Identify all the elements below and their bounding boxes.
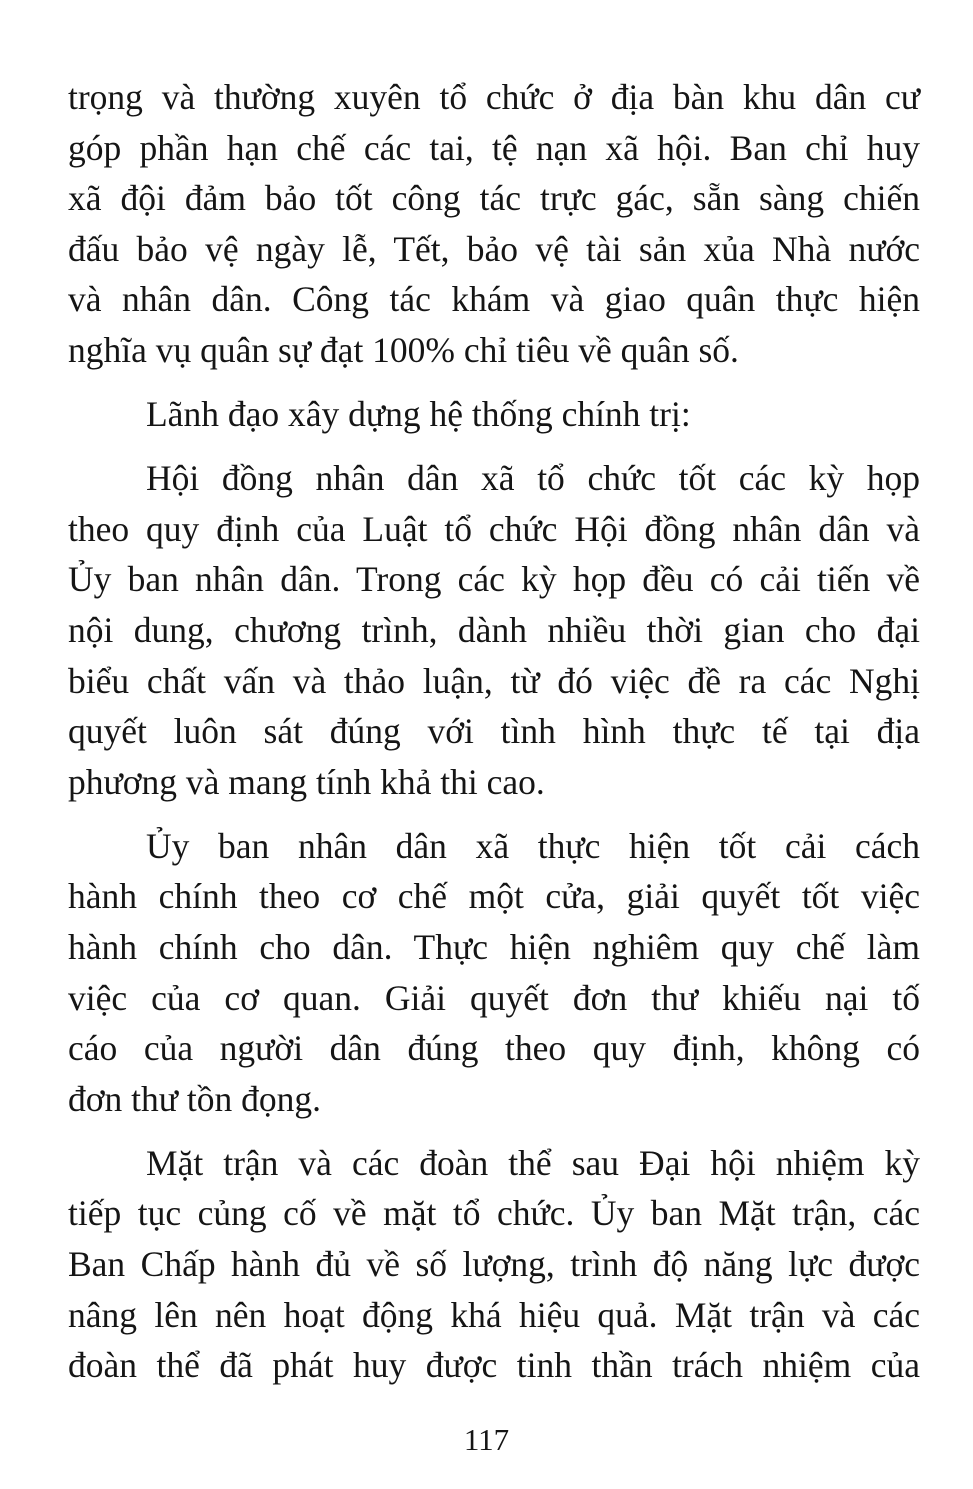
text-line: Ban Chấp hành đủ về số lượng, trình độ năng lực được bbox=[68, 1244, 920, 1285]
text-line: việc của cơ quan. Giải quyết đơn thư khiếu nại tố bbox=[68, 977, 920, 1018]
paragraph-gap bbox=[68, 376, 920, 390]
paragraph bbox=[68, 72, 920, 376]
text-line: đấu bảo vệ ngày lễ, Tết, bảo vệ tài sản xủa Nhà nước bbox=[68, 228, 920, 269]
text-line: trọng và thường xuyên tổ chức ở địa bàn khu dân cư bbox=[68, 77, 920, 117]
text-line: góp phần hạn chế các tai, tệ nạn xã hội. Ban chỉ huy bbox=[68, 127, 920, 168]
text-line: hành chính theo cơ chế một cửa, giải quyết tốt việc bbox=[68, 876, 920, 917]
text-line: xã đội đảm bảo tốt công tác trực gác, sẵn sàng chiến bbox=[68, 178, 920, 219]
text-line: Ủy ban nhân dân. Trong các kỳ họp đều có cải tiến về bbox=[68, 559, 920, 600]
text-line: nghĩa vụ quân sự đạt 100% chỉ tiêu về quân số. bbox=[68, 329, 739, 370]
paragraph-gap bbox=[68, 440, 920, 454]
text-line: Ủy ban nhân dân xã thực hiện tốt cải cách bbox=[146, 825, 920, 866]
text-line: phương và mang tính khả thi cao. bbox=[68, 761, 545, 802]
page-number: 117 bbox=[463, 1422, 510, 1457]
paragraph bbox=[68, 1138, 920, 1391]
text-line: Lãnh đạo xây dựng hệ thống chính trị: bbox=[146, 394, 691, 435]
text-line: biểu chất vấn và thảo luận, từ đó việc đề ra các Nghị bbox=[68, 660, 920, 701]
text-line: quyết luôn sát đúng với tình hình thực tế tại địa bbox=[68, 711, 920, 752]
text-line: hành chính cho dân. Thực hiện nghiêm quy chế làm bbox=[68, 927, 920, 967]
text-line: và nhân dân. Công tác khám và giao quân thực hiện bbox=[68, 279, 920, 320]
paragraph bbox=[68, 453, 920, 807]
text-line: đơn thư tồn đọng. bbox=[68, 1078, 321, 1119]
text-line: cáo của người dân đúng theo quy định, không có bbox=[68, 1028, 920, 1069]
text-line: Hội đồng nhân dân xã tổ chức tốt các kỳ họp bbox=[146, 458, 920, 499]
body-text bbox=[68, 72, 920, 1391]
paragraph-gap bbox=[68, 1124, 920, 1138]
text-line: tiếp tục củng cố về mặt tổ chức. Ủy ban Mặt trận, các bbox=[68, 1193, 920, 1234]
text-line: đoàn thể đã phát huy được tinh thần trách nhiệm của bbox=[68, 1345, 920, 1386]
paragraph bbox=[68, 389, 920, 440]
paragraph-gap bbox=[68, 807, 920, 821]
text-line: nội dung, chương trình, dành nhiều thời gian cho đại bbox=[68, 609, 920, 650]
text-line: theo quy định của Luật tổ chức Hội đồng nhân dân và bbox=[68, 508, 920, 549]
text-line: nâng lên nên hoạt động khá hiệu quả. Mặt trận và các bbox=[68, 1294, 920, 1335]
text-line: Mặt trận và các đoàn thể sau Đại hội nhiệm kỳ bbox=[146, 1142, 920, 1183]
paragraph bbox=[68, 821, 920, 1125]
